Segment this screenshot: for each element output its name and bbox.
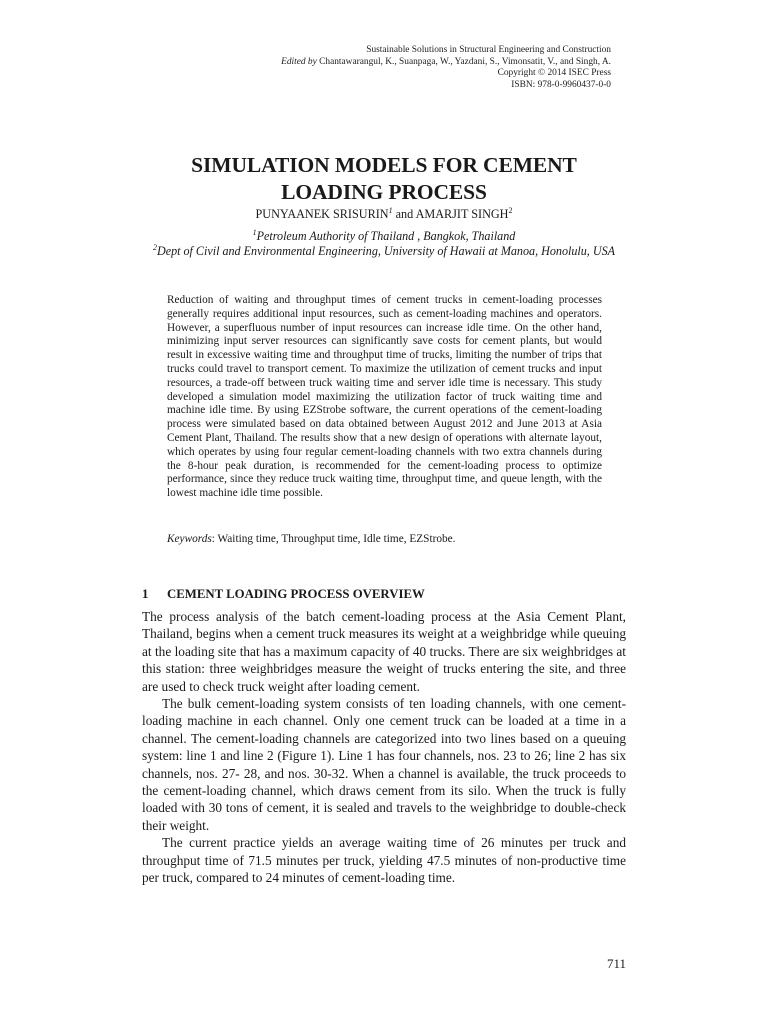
abstract: Reduction of waiting and throughput times of cement trucks in cement-loading processes generally requires additional input resources, such as cement-loading machines and operators. However, a superfluous number of input resources can increase idle time. On the other hand, minimizing input server resources can significantly save costs for cement plants, but would result in excessive waiting time and throughput time of trucks, limiting the number of trips that trucks could travel to transport cement. To maximize the utilization of cement trucks and input resources, a trade-off between truck waiting time and server idle time is necessary. This study developed a simulation model maximizing the utilization factor of truck waiting time and machine idle time. By using EZStrobe software, the current operations of the cement-loading process were simulated based on data obtained between August 2012 and June 2013 at Asia Cement Plant, Thailand. The results show that a new design of operations with alternate layout, which operates by using four regular cement-loading channels with two extra channels during the 8-hour peak duration, is recommended for the cement-loading process to optimize performance, since they reduce truck waiting time, throughput time, and queue length, with the lowest machine idle time possible. (167, 294, 602, 500)
author-line (142, 207, 626, 222)
header-copyright: Copyright © 2014 ISEC Press (497, 68, 611, 79)
body-paragraph-3: The current practice yields an average waiting time of 26 minutes per truck and throughput time of 71.5 minutes per truck, yielding 47.5 minutes of non-productive time per truck, compared to 24 minutes of cement-loading time. (142, 835, 626, 886)
keywords-label: Keywords (167, 533, 212, 545)
keywords (167, 532, 602, 546)
header-editors (281, 57, 611, 69)
author-1-affil-mark: 1 (388, 205, 393, 215)
header-isbn: ISBN: 978-0-9960437-0-0 (511, 79, 611, 90)
edited-by-label: Edited by (281, 56, 317, 67)
affiliation-2: $^2$Dept of Civil and Environmental Engineering, University of Hawaii at Manoa, Honolulu, USA (152, 242, 616, 258)
editors-list: Chantawarangul, K., Suanpaga, W., Yazdani, S., Vimonsatit, V., and Singh, A. (319, 56, 611, 67)
body-paragraph-2: The bulk cement-loading system consists of ten loading channels, with one cement-loading machine in each channel. Only one cement truck can be loaded at a time in a channel. The cement-loading channels are categorized into two lines based on a queuing system: line 1 and line 2 (Figure 1). Line 1 has four channels, nos. 23 to 26; line 2 has six channels, nos. 27- 28, and nos. 30-32. When a channel is available, the truck proceeds to the cement-loading channel, which draws cement from its silo. When the truck is fully loaded with 30 tons of cement, it is sealed and travels to the weighbridge to double-check their weight. (142, 696, 626, 833)
section-title: CEMENT LOADING PROCESS OVERVIEW (167, 587, 425, 601)
running-header (281, 45, 611, 91)
affiliation-1: $^1$Petroleum Authority of Thailand , Bangkok, Thailand (252, 227, 516, 243)
section-heading (142, 586, 626, 602)
body-paragraph-1: The process analysis of the batch cement-loading process at the Asia Cement Plant, Thailand, begins when a cement truck measures its weight at a weighbridge while queuing at the loading site that has a maximum capacity of 40 trucks. There are six weighbridges at this station: three weighbridges measure the weight of trucks entering the site, and three are used to check truck weight after loading cement. (142, 609, 626, 694)
author-1: PUNYAANEK SRISURIN (255, 207, 389, 221)
paper-title: SIMULATION MODELS FOR CEMENT LOADING PROCESS (191, 153, 577, 204)
keywords-text: : Waiting time, Throughput time, Idle time, EZStrobe. (211, 533, 456, 545)
section-number: 1 (142, 587, 149, 601)
author-2-affil-mark: 2 (508, 205, 513, 215)
section-body (142, 608, 626, 887)
affiliations (142, 229, 626, 259)
page-number: 711 (606, 956, 626, 971)
author-2: AMARJIT SINGH (415, 207, 509, 221)
header-series: Sustainable Solutions in Structural Engineering and Construction (366, 45, 611, 55)
author-conjunction: and (392, 207, 416, 221)
